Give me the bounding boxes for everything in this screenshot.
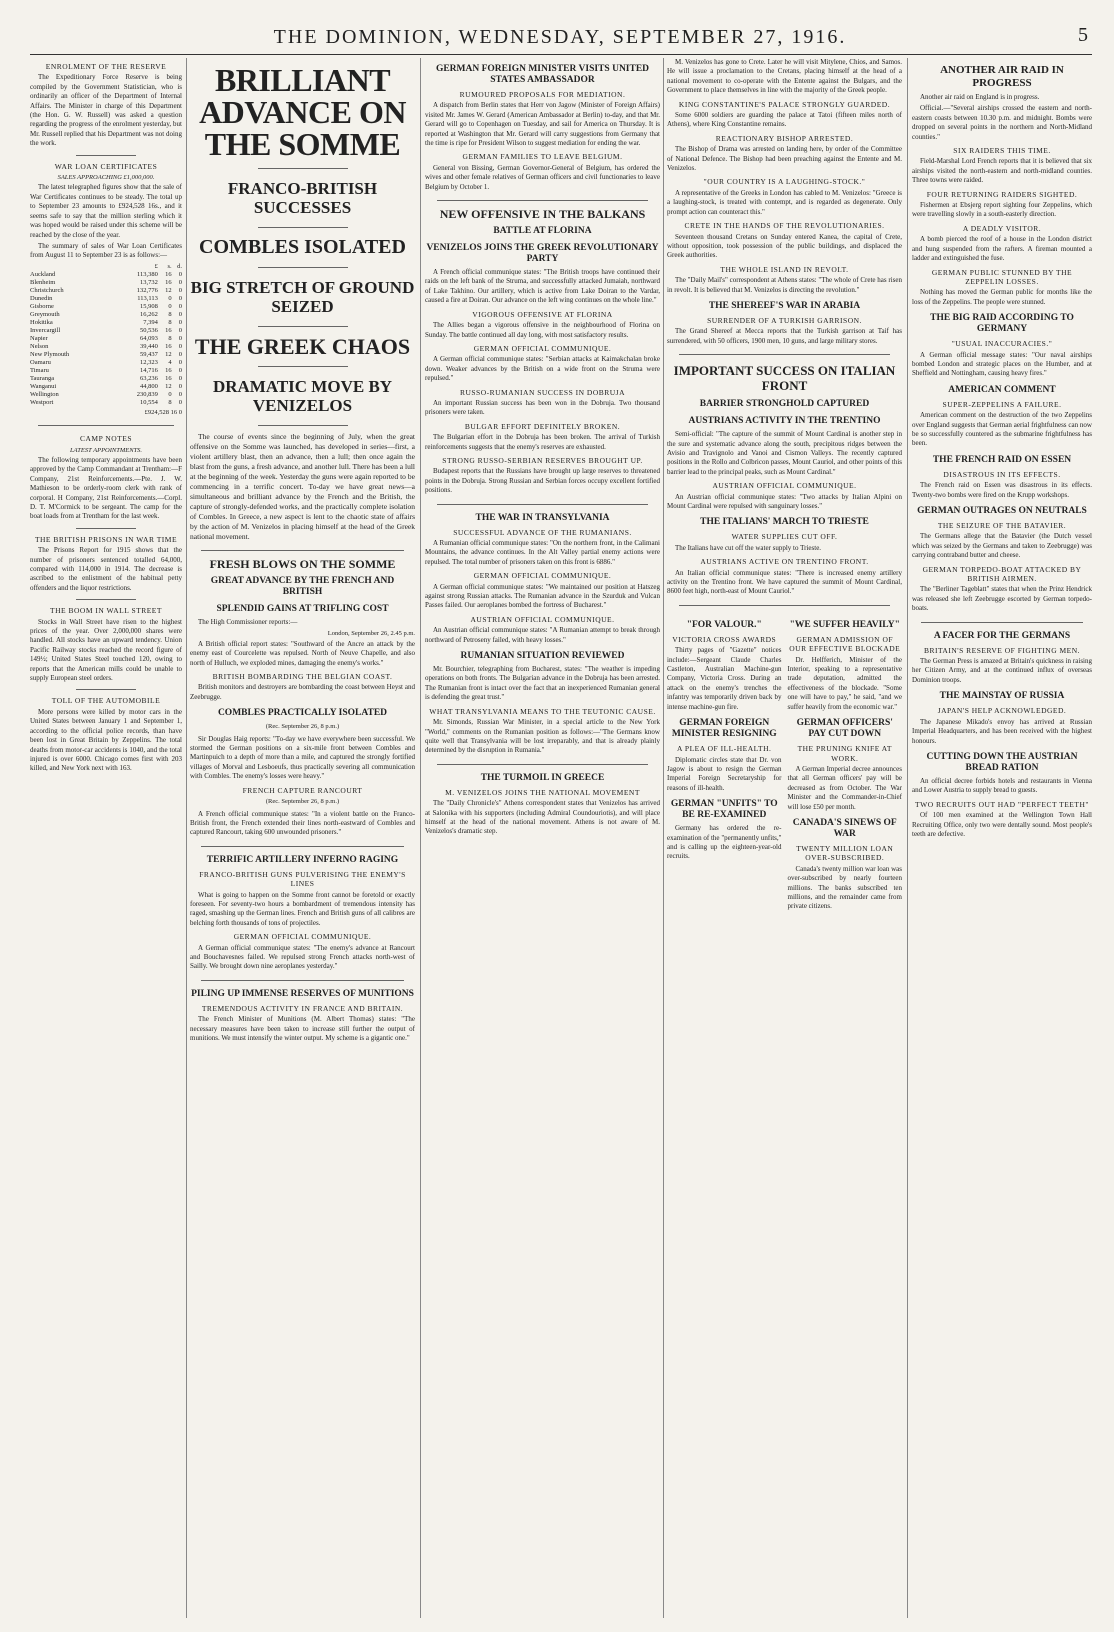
table-cell: 0 xyxy=(178,286,182,294)
headline-munitions: PILING UP IMMENSE RESERVES OF MUNITIONS xyxy=(191,988,414,999)
article-body: The French Minister of Munitions (M. Albert Thomas) states: "The necessary measures have been taken to increase still further the output of munitions. We must intensify the winter output. My scheme is a gigantic one." xyxy=(190,1015,415,1042)
article-body: The German Press is amazed at Britain's quickness in raising her Citizen Army, and at the continued influx of overseas Dominion troops. xyxy=(912,657,1092,684)
headline-trentino: AUSTRIANS ACTIVE ON TRENTINO FRONT. xyxy=(700,557,869,567)
table-cell: 230,839 xyxy=(136,390,158,398)
table-cell: 16,262 xyxy=(139,310,158,318)
headline-turmoil: THE TURMOIL IN GREECE xyxy=(480,772,605,783)
sub-column-right xyxy=(788,614,903,914)
headline-four-raiders: FOUR RETURNING RAIDERS SIGHTED. xyxy=(926,189,1078,199)
article-body: Thirty pages of "Gazette" notices include:—Sergeant Claude Charles Castleton, Australian Machine-gun Company, Victoria Cross. During an attack on the enemy's trenches the infantry was temporarily driven back by intense machine-gun fire. xyxy=(667,646,782,711)
table-row xyxy=(30,279,182,287)
subheadline: FRANCO-BRITISH GUNS PULVERISING THE ENEMY'S LINES xyxy=(199,869,406,889)
column-rule xyxy=(907,58,908,1618)
article-body: Seventeen thousand Cretans on Sunday entered Kanea, the capital of Crete, without opposition, took possession of the public buildings, and displaced the Greek authorities. xyxy=(667,232,902,260)
table-cell: 0 xyxy=(178,350,182,358)
subheadline: BRITAIN'S RESERVE OF FIGHTING MEN. xyxy=(923,645,1081,655)
table-cell: 59,437 xyxy=(139,350,158,358)
article-body: The "Daily Mail's" correspondent at Athens states: "The whole of Crete has risen in revolt. It is believed that M. Venizelos is directing the revolution." xyxy=(667,276,902,294)
sales-table xyxy=(30,263,182,407)
article-body: The "Daily Chronicle's" Athens correspondent states that Venizelos has arrived at Salonika with his supporters (including Admiral Coundouriotis), and will place himself at the head of the national movement. Athens is not aware of M. Venizelos's dramatic step. xyxy=(425,799,660,836)
page-number: 5 xyxy=(1078,24,1090,46)
table-cell: 0 xyxy=(178,334,182,342)
article-body: A bomb pierced the roof of a house in the London district and hung suspended from the rafters. A fireman mounted a ladder and extinguished the fuse. xyxy=(912,235,1092,263)
article-body: Mr. Bourchier, telegraphing from Bucharest, states: "The weather is impeding operations on both fronts. The Bulgarian advance in the Dobruja has been arrested. The Rumanian front is intact over the fact that an inexperienced Rumanian general is defending the great trust." xyxy=(425,665,660,702)
article-body: The summary of sales of War Loan Certificates from August 11 to September 23 is as follows:— xyxy=(30,241,182,260)
headline-rancourt: FRENCH CAPTURE RANCOURT xyxy=(242,785,363,795)
subheadline: LATEST APPOINTMENTS. xyxy=(69,446,143,454)
table-cell: 0 xyxy=(178,358,182,366)
table-cell: Wellington xyxy=(30,390,59,398)
table-row xyxy=(30,287,182,295)
divider xyxy=(679,605,891,606)
subheadline: BARRIER STRONGHOLD CAPTURED xyxy=(699,399,870,410)
headline-teutonic-cause: WHAT TRANSYLVANIA MEANS TO THE TEUTONIC CAUSE. xyxy=(429,706,656,716)
article-body: Budapest reports that the Russians have brought up large reserves to threatened points in the Dobruja. Strong Russian and Serbian forces occupy excellent fortified positions. xyxy=(425,467,660,495)
divider xyxy=(921,622,1083,623)
table-row xyxy=(30,367,182,375)
table-cell: 16 xyxy=(165,270,172,278)
article-body: Fishermen at Ebsjerg report sighting four Zeppelins, which were travelling slowly in a south-easterly direction. xyxy=(912,201,1092,219)
table-cell: Napier xyxy=(30,334,48,342)
divider xyxy=(201,980,404,981)
subheadline: GERMAN ADMISSION OF OUR EFFECTIVE BLOCKADE xyxy=(789,634,901,654)
article-body: Diplomatic circles state that Dr. von Jagow is about to resign the German Imperial Foreign Secretaryship for reasons of ill-health. xyxy=(667,755,782,792)
table-header: £ xyxy=(154,262,158,270)
table-cell: 132,776 xyxy=(136,286,158,294)
masthead-rule xyxy=(30,54,1092,55)
headline-camp-notes: CAMP NOTES xyxy=(79,434,133,444)
column-2 xyxy=(190,58,415,1618)
headline-vigorous: VIGOROUS OFFENSIVE AT FLORINA xyxy=(472,309,613,319)
column-4 xyxy=(667,58,902,1618)
divider xyxy=(258,267,348,268)
headline-torpedo-boat: GERMAN TORPEDO-BOAT ATTACKED BY BRITISH AIRMEN. xyxy=(922,564,1082,584)
headline-rumanian-situation: RUMANIAN SITUATION REVIEWED xyxy=(460,651,625,662)
subheadline: BATTLE AT FLORINA xyxy=(493,226,592,237)
table-row xyxy=(30,295,182,303)
table-row xyxy=(30,359,182,367)
subheadline: VENIZELOS JOINS THE GREEK REVOLUTIONARY PARTY xyxy=(426,243,659,265)
subheadline: M. VENIZELOS JOINS THE NATIONAL MOVEMENT xyxy=(445,787,640,797)
table-cell: 0 xyxy=(178,374,182,382)
received-time: (Rec. September 26, 8 p.m.) xyxy=(265,798,340,806)
table-cell: Christchurch xyxy=(30,286,64,294)
subheadline: SUCCESSFUL ADVANCE OF THE RUMANIANS. xyxy=(453,527,632,537)
article-body: The Grand Shereef at Mecca reports that the Turkish garrison at Taif has surrendered, with 50 officers, 1900 men, 10 guns, and large military stores. xyxy=(667,327,902,345)
dateline: London, September 26, 2.45 p.m. xyxy=(327,630,415,638)
subheadline: "USUAL INACCURACIES." xyxy=(951,339,1053,349)
divider xyxy=(258,326,348,327)
headline-palace: KING CONSTANTINE'S PALACE STRONGLY GUARDED. xyxy=(678,99,891,109)
article-body: The following temporary appointments have been approved by the Camp Commandant at Trentham:—F Company, 21st Reinforcements.—Pte. J. W. Mathieson to be orderly-room clerk with rank of corporal. H Company, 21st Reinforcements.—Corpl. D. T. M'Cormick to be sergeant. The camp for the boat loads from at Trentham for the last week. xyxy=(30,455,182,521)
article-body: Official.—"Several airships crossed the eastern and north-eastern coasts between 10.30 p.m. and midnight. Bombs were dropped on several points in the northern and North-Midland counties." xyxy=(912,104,1092,141)
headline-resigning: GERMAN FOREIGN MINISTER RESIGNING xyxy=(671,718,777,740)
headline-austrian-communique: AUSTRIAN OFFICIAL COMMUNIQUE. xyxy=(712,481,857,491)
table-cell: 4 xyxy=(168,358,172,366)
headline-recruits: TWO RECRUITS OUT HAD "PERFECT TEETH" xyxy=(915,799,1089,809)
table-cell: 0 xyxy=(178,366,182,374)
table-row xyxy=(30,399,182,407)
table-cell: Invercargill xyxy=(30,326,61,334)
deck-headline: DRAMATIC MOVE BY VENIZELOS xyxy=(212,377,393,415)
table-cell: 0 xyxy=(178,278,182,286)
divider xyxy=(679,354,891,355)
table-cell: 0 xyxy=(178,326,182,334)
article-body: Germany has ordered the re-examination of the "permanently unfits," and is calling up the eighteen-year-old recruits. xyxy=(667,824,782,861)
column-rule xyxy=(186,58,187,1618)
article-body: A German official communique states: "Serbian attacks at Kaimakchalan broke down. Weaker advances by the British on a wide front on the Struma were repulsed." xyxy=(425,355,660,383)
table-cell: 12 xyxy=(165,350,172,358)
headline-facer: A FACER FOR THE GERMANS xyxy=(933,630,1071,641)
article-body: Another air raid on England is in progress. xyxy=(920,93,1040,101)
article-body: An important Russian success has been won in the Dobruja. Two thousand prisoners were taken. xyxy=(425,398,660,417)
table-cell: 0 xyxy=(178,342,182,350)
headline-bread-ration: CUTTING DOWN THE AUSTRIAN BREAD RATION xyxy=(926,751,1078,773)
headline-unfits: GERMAN "UNFITS" TO BE RE-EXAMINED xyxy=(670,799,778,821)
article-body: A German Imperial decree announces that all German officers' pay will be decreased as from October. The War Minister and the Commander-in-Chief will lose £50 per month. xyxy=(787,764,902,811)
divider xyxy=(258,425,348,426)
divider xyxy=(76,528,137,529)
article-body: The Bishop of Drama was arrested on landing here, by order of the Committee of National Defence. The Bishop had been preaching against the Entente and M. Venizelos. xyxy=(667,145,902,173)
article-body: The Bulgarian effort in the Dobruja has been broken. The arrival of Turkish reinforcements suggests that the enemy's reserves are exhausted. xyxy=(425,433,660,451)
table-cell: 14,716 xyxy=(139,366,158,374)
table-cell: 0 xyxy=(178,382,182,390)
column-3 xyxy=(425,58,660,1618)
table-cell: 0 xyxy=(178,270,182,278)
headline-shereef: THE SHEREEF'S WAR IN ARABIA xyxy=(708,300,861,311)
table-cell: 8 xyxy=(168,334,172,342)
headline-officers-pay: GERMAN OFFICERS' PAY CUT DOWN xyxy=(796,718,893,740)
divider xyxy=(258,227,348,228)
headline-bulgar: BULGAR EFFORT DEFINITELY BROKEN. xyxy=(464,421,621,431)
headline-valour: "FOR VALOUR." xyxy=(686,619,762,630)
table-cell: Westport xyxy=(30,398,54,406)
table-cell: Gisborne xyxy=(30,302,54,310)
table-cell: 39,440 xyxy=(139,342,158,350)
subheadline: SPLENDID GAINS AT TRIFLING COST xyxy=(216,604,389,614)
subheadline: THE SEIZURE OF THE BATAVIER. xyxy=(937,521,1067,530)
table-cell: 16 xyxy=(165,374,172,382)
article-body: A French official communique states: "The British troops have continued their raids on the left bank of the Struma, and successfully attacked Jumaiah, northward of Lake Takhino. Our artillery, which is active from Lake Doiran to the Vardar, caused a fire at Doiran. Our advance on the left wing continues on the whole line." xyxy=(425,268,660,305)
headline-air-raid: ANOTHER AIR RAID IN PROGRESS xyxy=(940,64,1064,89)
headline-artillery: TERRIFIC ARTILLERY INFERNO RAGING xyxy=(206,854,399,865)
article-body: Some 6000 soldiers are guarding the palace at Tatoi (fifteen miles north of Athens), where King Constantine remains. xyxy=(667,111,902,129)
table-cell: 44,800 xyxy=(139,382,158,390)
table-row xyxy=(30,319,182,327)
subheadline: JAPAN'S HELP ACKNOWLEDGED. xyxy=(937,706,1067,716)
table-cell: 16 xyxy=(165,326,172,334)
article-body: The "Berliner Tageblatt" states that when the Prinz Hendrick was released she left Zeebrugge escorted by German torpedo-boats. xyxy=(912,585,1092,613)
sub-column-left xyxy=(667,614,782,914)
subheadline: VICTORIA CROSS AWARDS xyxy=(672,634,777,644)
table-cell: 0 xyxy=(178,318,182,326)
table-cell: 16 xyxy=(165,366,172,374)
headline-combles: COMBLES PRACTICALLY ISOLATED xyxy=(217,708,388,719)
table-row xyxy=(30,351,182,359)
divider xyxy=(76,599,137,600)
table-row xyxy=(30,343,182,351)
article-body: An Italian official communique states: "There is increased enemy artillery activity on the Trentino front. We have captured the summit of Mount Cardinal, 8600 feet high, north-east of Mount Cauriol." xyxy=(667,568,902,596)
deck-headline: THE GREEK CHAOS xyxy=(194,334,411,359)
table-cell: Blenheim xyxy=(30,278,56,286)
table-cell: 8 xyxy=(168,398,172,406)
headline-italian-front: IMPORTANT SUCCESS ON ITALIAN FRONT xyxy=(673,363,896,394)
masthead xyxy=(30,22,1090,52)
main-headline: BRILLIANT ADVANCE ON THE SOMME xyxy=(199,62,406,162)
article-body: Of 100 men examined at the Wellington Town Hall Recruiting Office, only two were dentally sound. Most people's teeth are defective. xyxy=(912,811,1092,838)
lead-paragraph: The course of events since the beginning of July, when the great offensive on the Somme was launched, has developed in series—first, a violent artillery blast, then an advance, then a lull; then once again the blast from the guns, a fresh advance, and another lull. There has been a lull at the beginning of the week. Yesterday the guns were again reported to be commencing in a terrific concert. To-day we have great news—a simultaneous and brilliant advance by the French and the British, the capture of strongly-defended works, and the practically complete isolation of Combles. In Greece, a new aspect is lent to the chaotic state of affairs by the action of M. Venizelos in placing himself at the head of the Greek national movement. xyxy=(190,432,415,541)
table-cell: 13,732 xyxy=(139,278,158,286)
headline-austrian-communique: AUSTRIAN OFFICIAL COMMUNIQUE. xyxy=(470,614,615,624)
headline-balkans: NEW OFFENSIVE IN THE BALKANS xyxy=(439,207,646,222)
headline-canada: CANADA'S SINEWS OF WAR xyxy=(792,817,897,839)
table-cell: Nelson xyxy=(30,342,49,350)
headline-laughing-stock: "OUR COUNTRY IS A LAUGHING-STOCK." xyxy=(703,177,866,187)
article-body: Dr. Helfferich, Minister of the Interior, speaking to a representative trade deputation, admitted the effectiveness of the blockade. "Some one will have to pay," he said, "and we suffer heavily from the economic war." xyxy=(787,655,902,711)
article-body: A representative of the Greeks in London has cabled to M. Venizelos: "Greece is a laughing-stock, is treated with contempt, and is regarded as degenerate. Only prompt action can counteract this." xyxy=(667,188,902,216)
subheadline: GREAT ADVANCE BY THE FRENCH AND BRITISH xyxy=(210,576,395,597)
headline-essen: THE FRENCH RAID ON ESSEN xyxy=(932,454,1072,465)
deck-headline: COMBLES ISOLATED xyxy=(199,236,406,258)
article-body: Semi-official: "The capture of the summit of Mount Cardinal is another step in the sure and systematic advance along the south, precipitous ridges between the Avisio and Travignolo and Vanoi and Cismon Valleys. The recently captured positions in the Rollo and Colbricon passes, Mount Cauriol, and other points of this barrier lead to the principal peaks, such as Mount Cardinal." xyxy=(667,430,902,476)
article-body: A French official communique states: "In a violent battle on the Franco-British front, the French extended their lines north-eastward of Combles and captured Rancourt, taking 600 unwounded prisoners." xyxy=(190,809,415,837)
table-header: s. xyxy=(167,262,172,270)
table-cell: Oamaru xyxy=(30,358,51,366)
column-1 xyxy=(30,58,182,1618)
headline-wall-street: THE BOOM IN WALL STREET xyxy=(50,606,162,616)
headline-reserves: STRONG RUSSO-SERBIAN RESERVES BROUGHT UP. xyxy=(442,455,643,465)
headline-belgian-coast: BRITISH BOMBARDING THE BELGIAN COAST. xyxy=(212,672,393,682)
table-cell: Auckland xyxy=(30,270,56,278)
article-body: A German official communique states: "The enemy's advance at Rancourt and Bouchavesnes failed. We repulsed strong French attacks north-west of Sailly. We brought down nine aeroplanes yesterday." xyxy=(190,943,415,971)
headline-suffer: "WE SUFFER HEAVILY" xyxy=(789,619,900,630)
article-body: An Austrian official communique states: "Two attacks by Italian Alpini on Mount Cardinal were repulsed with sanguinary losses." xyxy=(667,492,902,510)
article-body: What is going to happen on the Somme front cannot be foretold or exactly foreseen. For seventy-two hours a bombardment of tremendous intensity has raged, smashing up the German lines. French and British guns of all calibres are belching forth thousands of tons of projectiles. xyxy=(190,890,415,927)
table-cell: 8 xyxy=(168,310,172,318)
subheadline: AUSTRIANS ACTIVITY IN THE TRENTINO xyxy=(688,416,881,427)
article-body: M. Venizelos has gone to Crete. Later he will visit Mitylene, Chios, and Samos. He will issue a proclamation to the Cretans, placing himself at the head of a national movement to co-operate with the Entente against the Bulgars, and the Government to place themselves in line with the majority of the Greek people. xyxy=(667,58,902,95)
table-cell: 113,113 xyxy=(137,294,158,302)
subheadline: SURRENDER OF A TURKISH GARRISON. xyxy=(707,315,862,325)
table-row xyxy=(30,383,182,391)
divider xyxy=(201,846,404,847)
table-cell: 0 xyxy=(168,390,172,398)
article-body: General von Bissing, German Governor-General of Belgium, has ordered the wives and other female relatives of German officers and civil functionaries to leave Belgium by October 1. xyxy=(425,163,660,191)
subheadline: RUMOURED PROPOSALS FOR MEDIATION. xyxy=(459,90,626,99)
table-cell: 16 xyxy=(165,278,172,286)
divider xyxy=(76,155,137,156)
table-cell: 0 xyxy=(178,302,182,310)
subheadline: SUPER-ZEPPELINS A FAILURE. xyxy=(942,399,1062,409)
divider xyxy=(76,689,137,690)
table-cell: Timaru xyxy=(30,366,49,374)
headline-transylvania: THE WAR IN TRANSYLVANIA xyxy=(475,512,610,523)
headline-island-revolt: THE WHOLE ISLAND IN REVOLT. xyxy=(720,264,849,274)
headline-german-communique: GERMAN OFFICIAL COMMUNIQUE. xyxy=(473,343,612,353)
table-cell: 0 xyxy=(178,390,182,398)
table-cell: 63,236 xyxy=(139,374,158,382)
sales-total: £924,528 16 0 xyxy=(144,408,182,416)
article-body: A dispatch from Berlin states that Herr von Jagow (Minister of Foreign Affairs) visited Mr. James W. Gerard (American Ambassador at Berlin) to-day, and that Mr. Gerard will go to Copenhagen on Tuesday, and sail for America on Thursday. It is reported at Washington that Mr. Gerard will carry suggestions from Germany that the time is ripe for President Wilson to suggest mediation for ending the war. xyxy=(425,101,660,148)
headline-crete: CRETE IN THE HANDS OF THE REVOLUTIONARIES. xyxy=(684,221,885,231)
headline-big-raid: THE BIG RAID ACCORDING TO GERMANY xyxy=(930,313,1074,335)
divider xyxy=(258,168,348,169)
table-cell: Greymouth xyxy=(30,310,60,318)
table-row xyxy=(30,311,182,319)
table-cell: New Plymouth xyxy=(30,350,70,358)
article-body: American comment on the destruction of the two Zeppelins over England suggests that German aerial frightfulness can now be so successfully countered as the submarine frightfulness has been. xyxy=(912,411,1092,448)
headline-deadly-visitor: A DEADLY VISITOR. xyxy=(962,223,1042,233)
headline-trieste: THE ITALIANS' MARCH TO TRIESTE xyxy=(700,517,869,528)
divider xyxy=(201,550,404,551)
headline-six-raiders: SIX RAIDERS THIS TIME. xyxy=(953,146,1051,156)
table-cell: 8 xyxy=(168,318,172,326)
table-cell: 64,093 xyxy=(139,334,158,342)
table-cell: 16 xyxy=(165,342,172,350)
subheadline: TWENTY MILLION LOAN OVER-SUBSCRIBED. xyxy=(796,843,894,863)
article-body: The Germans allege that the Batavier (the Dutch vessel which was seized by the Germans and taken to Zeebrugge) was carrying contraband butter and cheese. xyxy=(912,532,1092,560)
table-header: d. xyxy=(177,262,182,270)
headline-prisons: THE BRITISH PRISONS IN WAR TIME xyxy=(34,534,178,544)
subheadline: A PLEA OF ILL-HEALTH. xyxy=(677,744,772,754)
table-row xyxy=(30,391,182,399)
table-row xyxy=(30,375,182,383)
headline-bishop: REACTIONARY BISHOP ARRESTED. xyxy=(715,133,854,143)
table-cell: Tauranga xyxy=(30,374,55,382)
subheadline: DISASTROUS IN ITS EFFECTS. xyxy=(943,469,1061,479)
article-body: A Rumanian official communique states: "On the northern front, in the Calimani Mountains, the advance continues. In the Alt Valley partial enemy actions were repulsed. The total number of prisoners taken on this front is 6886." xyxy=(425,539,660,566)
article-body: Field-Marshal Lord French reports that it is believed that six airships visited the north-eastern and north-midland counties. Three towns were raided. xyxy=(912,157,1092,185)
table-cell: 12 xyxy=(165,382,172,390)
divider xyxy=(258,366,348,367)
article-body: Mr. Simonds, Russian War Minister, in a special article to the New York "World," comments on the Rumanian position as follows:—"The Germans know quite well that Transylvania will be lost irreparably, and that is already plainly determined by the disruption in Rumania." xyxy=(425,718,660,755)
headline-enrolment: ENROLMENT OF THE RESERVE xyxy=(45,62,167,71)
subheadline: THE PRUNING KNIFE AT WORK. xyxy=(797,744,892,763)
headline-ambassador: GERMAN FOREIGN MINISTER VISITS UNITED STATES AMBASSADOR xyxy=(435,64,650,85)
subheadline: SALES APPROACHING £1,000,000. xyxy=(57,174,155,182)
article-body: Stocks in Wall Street have risen to the highest prices of the year. Over 2,000,000 shares were handled. All stocks have an upward tendency. Union Pacific Railway stocks reached the record figure of 149½; United States Steel touched 120, owing to reports that the American mills could be unable to supply European steel orders. xyxy=(30,617,182,683)
column-rule xyxy=(663,58,664,1618)
article-body: More persons were killed by motor cars in the United States between January 1 and September 1, according to the official police records, than have been lost in Great Britain by Zeppelins. The total deaths from motor-car accidents is 1040, and the total injured is over 6000. Chicago comes first with 203 killed, and New York next with 163. xyxy=(30,707,182,773)
article-body: The Allies began a vigorous offensive in the neighbourhood of Florina on Sunday. The battle continued all day long, with most satisfactory results. xyxy=(425,321,660,339)
article-body: The latest telegraphed figures show that the sale of War Certificates continues to be steady. The total up to September 23 amounts to £924,528 16s., and it seems safe to say that the million sterling which it was hoped would be raised under this scheme will be reached by the close of the year. xyxy=(30,183,182,239)
article-body: A British official report states: "Southward of the Ancre an attack by the enemy east of Courcelette was repulsed. North of Neuve Chapelle, and also north of Hulluch, we exploded mines, damaging the enemy's works." xyxy=(190,639,415,667)
headline-russia: THE MAINSTAY OF RUSSIA xyxy=(939,691,1065,702)
table-cell: 12 xyxy=(165,286,172,294)
headline-outrages: GERMAN OUTRAGES ON NEUTRALS xyxy=(917,506,1087,516)
article-body: An official decree forbids hotels and restaurants in Vienna and Lower Austria to supply bread to guests. xyxy=(912,776,1092,795)
deck-headline: BIG STRETCH OF GROUND SEIZED xyxy=(190,278,415,316)
article-body: An Austrian official communique states: "A Rumanian attempt to break through northward of Petroseny failed, with heavy losses." xyxy=(425,626,660,644)
divider xyxy=(437,200,649,201)
table-cell: 15,908 xyxy=(139,302,158,310)
table-cell: 12,323 xyxy=(139,358,158,366)
received-time: (Rec. September 26, 8 p.m.) xyxy=(265,723,340,731)
masthead-title: THE DOMINION, WEDNESDAY, SEPTEMBER 27, 1916. xyxy=(273,25,847,48)
headline-war-loan: WAR LOAN CERTIFICATES xyxy=(54,161,158,171)
headline-automobile: TOLL OF THE AUTOMOBILE xyxy=(51,696,161,706)
headline-german-public: GERMAN PUBLIC STUNNED BY THE ZEPPELIN LOSSES. xyxy=(931,267,1073,286)
article-body: A German official message states: "Our naval airships bombed London and strategic places on the Humber, and at Sheffield and Nottingham, causing heavy fires." xyxy=(912,350,1092,378)
headline-families: GERMAN FAMILIES TO LEAVE BELGIUM. xyxy=(462,152,623,162)
table-row xyxy=(30,271,182,279)
table-cell: Dunedin xyxy=(30,294,53,302)
article-body: The Expeditionary Force Reserve is being compiled by the Government Statistician, who is ordinarily an officer of the Department of Internal Affairs. The Minister in charge of this Department (the Hon. G. W. Russell) was asked a question regarding the progress of the enrolment yesterday, but Mr. Russell replied that his Department was not doing the work. xyxy=(30,73,182,148)
column-5 xyxy=(912,58,1092,1618)
article-body: Canada's twenty million war loan was over-subscribed by nearly fourteen millions. The banks subscribed ten millions, and the remainder came from private citizens. xyxy=(787,864,902,911)
headline-german-communique: GERMAN OFFICIAL COMMUNIQUE. xyxy=(233,932,372,942)
table-cell: 0 xyxy=(178,398,182,406)
table-cell: 0 xyxy=(168,294,172,302)
article-body: The Prisons Report for 1915 shows that the number of prisoners sentenced totalled 64,000, compared with 114,000 in 1914. The decrease is ascribed to the enlistment of the habitual petty offenders and the liquor restrictions. xyxy=(30,546,182,592)
deck-headline: FRANCO-BRITISH SUCCESSES xyxy=(227,179,378,217)
table-cell: 7,394 xyxy=(143,318,158,326)
table-cell: 0 xyxy=(168,302,172,310)
divider xyxy=(38,425,175,426)
headline-american-comment: AMERICAN COMMENT xyxy=(948,384,1056,395)
table-cell: 10,554 xyxy=(139,398,158,406)
article-body: The Italians have cut off the water supply to Trieste. xyxy=(675,543,822,552)
divider xyxy=(437,504,649,505)
table-cell: Wanganui xyxy=(30,382,57,390)
table-cell: 50,536 xyxy=(139,326,158,334)
headline-dobruja: RUSSO-RUMANIAN SUCCESS IN DOBRUJA xyxy=(459,387,626,397)
table-row xyxy=(30,327,182,335)
table-cell: 0 xyxy=(178,310,182,318)
column-rule xyxy=(420,58,421,1618)
article-body: Nothing has moved the German public for months like the loss of the Zeppelins. The people were stunned. xyxy=(912,288,1092,306)
headline-german-communique: GERMAN OFFICIAL COMMUNIQUE. xyxy=(473,571,612,581)
table-header-row xyxy=(30,263,182,271)
two-column-section xyxy=(667,614,902,914)
headline-fresh-blows: FRESH BLOWS ON THE SOMME xyxy=(209,557,396,571)
table-row xyxy=(30,335,182,343)
table-cell: Hokitika xyxy=(30,318,53,326)
table-cell: 0 xyxy=(178,294,182,302)
table-row xyxy=(30,303,182,311)
divider xyxy=(437,764,649,765)
article-body: Sir Douglas Haig reports: "To-day we have everywhere been successful. We stormed the German positions on a six-mile front between Combles and Martinpuich to a depth of more than a mile, and captured the strongly fortified villages of Morval and Lesboeufs, thus practically severing all communication with Combles. The enemy's losses were heavy." xyxy=(190,734,415,781)
table-cell: 113,380 xyxy=(136,270,158,278)
article-body: The Japanese Mikado's envoy has arrived at Russian Imperial Headquarters, and has been received with the highest honours. xyxy=(912,717,1092,745)
article-body: British monitors and destroyers are bombarding the coast between Heyst and Zeebrugge. xyxy=(190,683,415,701)
article-body: The French raid on Essen was disastrous in its effects. Twenty-two bombs were fired on the Krupp workshops. xyxy=(912,481,1092,499)
article-body: A German official communique states: "We maintained our position at Hatszeg against strong Russian attacks. The Rumanian advance in the Szurduk and Vulcan Passes failed. Our aeroplanes bombed the fortress of Bucharest." xyxy=(425,582,660,610)
article-body: The High Commissioner reports:— xyxy=(198,618,298,626)
subheadline: WATER SUPPLIES CUT OFF. xyxy=(731,532,838,542)
subheadline: TREMENDOUS ACTIVITY IN FRANCE AND BRITAIN. xyxy=(201,1003,404,1013)
